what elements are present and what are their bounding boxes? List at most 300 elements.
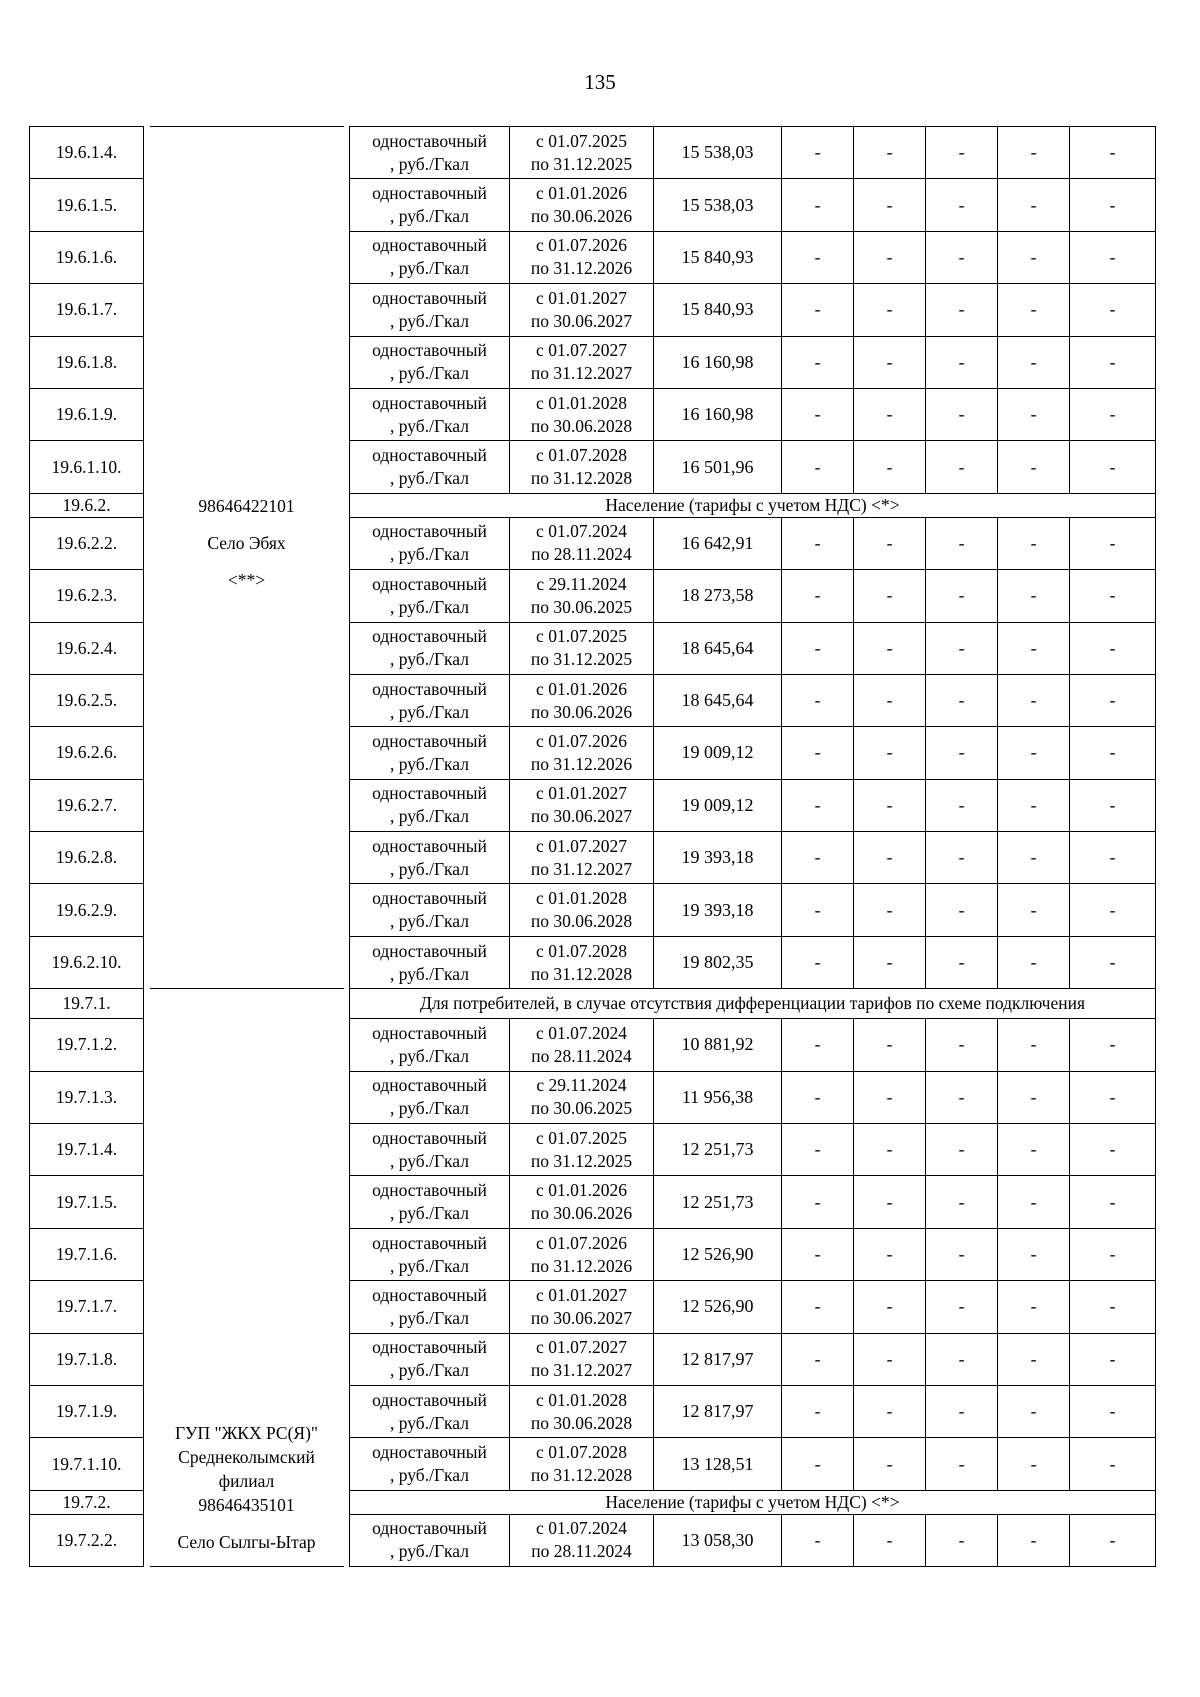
- period-to: по 31.12.2028: [530, 963, 633, 984]
- period-to: по 28.11.2024: [531, 544, 632, 565]
- dash-cell: -: [854, 1019, 926, 1071]
- period-from: с 01.01.2027: [536, 287, 627, 308]
- tariff-type-line: одноставочный: [372, 287, 487, 308]
- row-code: 19.6.2.3.: [30, 570, 144, 622]
- dash-cell: -: [1070, 388, 1156, 440]
- tariff-type-line: одноставочный: [372, 1075, 487, 1096]
- dash-cell: -: [926, 674, 998, 726]
- dash-cell: -: [926, 1385, 998, 1437]
- tariff-unit-line: , руб./Гкал: [390, 911, 469, 932]
- organization-line: 98646422101: [198, 496, 295, 516]
- row-code: 19.7.1.6.: [30, 1228, 144, 1280]
- row-code: 19.6.1.6.: [30, 231, 144, 283]
- tariff-type: [350, 1281, 510, 1333]
- tariff-type: [350, 1071, 510, 1123]
- section-heading: Население (тарифы с учетом НДС) <*>: [350, 493, 1156, 517]
- dash-cell: -: [782, 388, 854, 440]
- tariff-value: 19 009,12: [654, 727, 782, 779]
- period-from: с 01.01.2026: [536, 1180, 627, 1201]
- tariff-unit-line: , руб./Гкал: [390, 1412, 469, 1433]
- tariff-type-line: одноставочный: [372, 1232, 487, 1253]
- organization-line: Село Эбях: [207, 533, 286, 553]
- dash-cell: -: [998, 231, 1070, 283]
- dash-cell: -: [854, 1514, 926, 1566]
- tariff-period: [510, 1019, 654, 1071]
- period-from: с 29.11.2024: [536, 1075, 627, 1096]
- dash-cell: -: [998, 1438, 1070, 1490]
- period-to: по 30.06.2026: [530, 206, 633, 227]
- period-to: по 30.06.2026: [530, 1203, 633, 1224]
- tariff-unit-line: , руб./Гкал: [390, 1150, 469, 1171]
- tariff-type: [350, 1019, 510, 1071]
- tariff-value: 12 251,73: [654, 1124, 782, 1176]
- row-code: 19.7.1.2.: [30, 1019, 144, 1071]
- period-from: с 01.07.2024: [536, 521, 627, 542]
- tariff-table-body: [30, 127, 1156, 1567]
- tariff-type: [350, 936, 510, 988]
- period-to: по 31.12.2027: [530, 1360, 633, 1381]
- tariff-value: 12 251,73: [654, 1176, 782, 1228]
- dash-cell: -: [998, 441, 1070, 493]
- tariff-value: 12 817,97: [654, 1333, 782, 1385]
- tariff-value: 13 128,51: [654, 1438, 782, 1490]
- tariff-type-line: одноставочный: [372, 1442, 487, 1463]
- period-to: по 30.06.2027: [530, 1307, 633, 1328]
- dash-cell: -: [926, 388, 998, 440]
- dash-cell: -: [854, 674, 926, 726]
- tariff-value: 19 009,12: [654, 779, 782, 831]
- tariff-type-line: одноставочный: [372, 521, 487, 542]
- tariff-unit-line: , руб./Гкал: [390, 310, 469, 331]
- dash-cell: -: [782, 832, 854, 884]
- tariff-period: [510, 1281, 654, 1333]
- tariff-unit-line: , руб./Гкал: [390, 963, 469, 984]
- period-from: с 01.07.2024: [536, 1022, 627, 1043]
- column-gap: [144, 1124, 150, 1176]
- organization-cell: [150, 989, 344, 1567]
- period-from: с 01.07.2025: [536, 626, 627, 647]
- column-gap: [144, 1281, 150, 1333]
- tariff-unit-line: , руб./Гкал: [390, 1255, 469, 1276]
- dash-cell: -: [782, 1019, 854, 1071]
- column-gap: [144, 1514, 150, 1566]
- column-gap: [144, 727, 150, 779]
- dash-cell: -: [998, 936, 1070, 988]
- tariff-type: [350, 517, 510, 569]
- tariff-period: [510, 127, 654, 179]
- tariff-type-line: одноставочный: [372, 340, 487, 361]
- tariff-period: [510, 231, 654, 283]
- dash-cell: -: [854, 1281, 926, 1333]
- dash-cell: -: [1070, 1385, 1156, 1437]
- tariff-type: [350, 832, 510, 884]
- dash-cell: -: [782, 936, 854, 988]
- dash-cell: -: [854, 622, 926, 674]
- tariff-value: 15 538,03: [654, 127, 782, 179]
- tariff-type-line: одноставочный: [372, 1022, 487, 1043]
- tariff-period: [510, 441, 654, 493]
- tariff-type-line: одноставочный: [372, 1389, 487, 1410]
- dash-cell: -: [782, 674, 854, 726]
- tariff-period: [510, 1385, 654, 1437]
- period-to: по 31.12.2028: [530, 1465, 633, 1486]
- tariff-type: [350, 1228, 510, 1280]
- dash-cell: -: [998, 1281, 1070, 1333]
- dash-cell: -: [926, 1071, 998, 1123]
- dash-cell: -: [782, 179, 854, 231]
- period-to: по 31.12.2025: [530, 1150, 633, 1171]
- column-gap: [144, 1071, 150, 1123]
- dash-cell: -: [854, 1333, 926, 1385]
- dash-cell: -: [854, 884, 926, 936]
- dash-cell: -: [926, 936, 998, 988]
- row-code: 19.7.1.9.: [30, 1385, 144, 1437]
- period-to: по 31.12.2027: [530, 363, 633, 384]
- tariff-period: [510, 1333, 654, 1385]
- tariff-type: [350, 570, 510, 622]
- period-from: с 01.01.2028: [536, 888, 627, 909]
- dash-cell: -: [998, 1385, 1070, 1437]
- tariff-type-line: одноставочный: [372, 1180, 487, 1201]
- dash-cell: -: [926, 727, 998, 779]
- period-to: по 30.06.2028: [530, 911, 633, 932]
- column-gap: [144, 622, 150, 674]
- column-gap: [144, 779, 150, 831]
- row-code: 19.6.1.5.: [30, 179, 144, 231]
- dash-cell: -: [998, 674, 1070, 726]
- dash-cell: -: [998, 1176, 1070, 1228]
- period-from: с 01.07.2028: [536, 940, 627, 961]
- dash-cell: -: [1070, 832, 1156, 884]
- row-code: 19.6.1.10.: [30, 441, 144, 493]
- tariff-unit-line: , руб./Гкал: [390, 258, 469, 279]
- dash-cell: -: [998, 517, 1070, 569]
- tariff-type: [350, 1514, 510, 1566]
- row-code: 19.7.2.2.: [30, 1514, 144, 1566]
- dash-cell: -: [998, 1019, 1070, 1071]
- dash-cell: -: [854, 832, 926, 884]
- tariff-period: [510, 388, 654, 440]
- row-code: 19.6.2.6.: [30, 727, 144, 779]
- dash-cell: -: [998, 1228, 1070, 1280]
- dash-cell: -: [782, 779, 854, 831]
- column-gap: [144, 517, 150, 569]
- dash-cell: -: [1070, 441, 1156, 493]
- period-from: с 01.01.2026: [536, 678, 627, 699]
- column-gap: [144, 284, 150, 336]
- period-to: по 31.12.2026: [530, 1255, 633, 1276]
- dash-cell: -: [854, 1124, 926, 1176]
- dash-cell: -: [926, 779, 998, 831]
- dash-cell: -: [926, 1019, 998, 1071]
- dash-cell: -: [854, 1438, 926, 1490]
- dash-cell: -: [926, 1333, 998, 1385]
- column-gap: [144, 493, 150, 517]
- dash-cell: -: [1070, 1176, 1156, 1228]
- tariff-value: 11 956,38: [654, 1071, 782, 1123]
- dash-cell: -: [854, 179, 926, 231]
- dash-cell: -: [782, 284, 854, 336]
- row-code: 19.6.2.5.: [30, 674, 144, 726]
- tariff-period: [510, 336, 654, 388]
- row-code: 19.7.2.: [30, 1490, 144, 1514]
- tariff-type-line: одноставочный: [372, 835, 487, 856]
- dash-cell: -: [998, 832, 1070, 884]
- dash-cell: -: [782, 884, 854, 936]
- tariff-type-line: одноставочный: [372, 678, 487, 699]
- period-to: по 28.11.2024: [531, 1045, 632, 1066]
- dash-cell: -: [1070, 779, 1156, 831]
- dash-cell: -: [782, 570, 854, 622]
- row-code: 19.7.1.: [30, 989, 144, 1019]
- tariff-period: [510, 884, 654, 936]
- tariff-unit-line: , руб./Гкал: [390, 153, 469, 174]
- tariff-period: [510, 1228, 654, 1280]
- tariff-type-line: одноставочный: [372, 445, 487, 466]
- dash-cell: -: [782, 517, 854, 569]
- section-heading: Для потребителей, в случае отсутствия дифференциации тарифов по схеме подключения: [350, 989, 1156, 1019]
- dash-cell: -: [854, 284, 926, 336]
- period-to: по 30.06.2028: [530, 1412, 633, 1433]
- period-from: с 01.07.2028: [536, 1442, 627, 1463]
- column-gap: [144, 1228, 150, 1280]
- dash-cell: -: [1070, 284, 1156, 336]
- period-from: с 01.01.2027: [536, 783, 627, 804]
- tariff-type-line: одноставочный: [372, 183, 487, 204]
- column-gap: [144, 936, 150, 988]
- tariff-value: 13 058,30: [654, 1514, 782, 1566]
- dash-cell: -: [854, 231, 926, 283]
- dash-cell: -: [1070, 1281, 1156, 1333]
- table-section-row: [30, 989, 1156, 1019]
- dash-cell: -: [926, 441, 998, 493]
- row-code: 19.6.2.8.: [30, 832, 144, 884]
- period-to: по 30.06.2027: [530, 806, 633, 827]
- tariff-value: 19 393,18: [654, 884, 782, 936]
- dash-cell: -: [854, 1385, 926, 1437]
- period-from: с 01.01.2027: [536, 1284, 627, 1305]
- tariff-unit-line: , руб./Гкал: [390, 858, 469, 879]
- dash-cell: -: [926, 517, 998, 569]
- tariff-value: 12 526,90: [654, 1281, 782, 1333]
- tariff-period: [510, 179, 654, 231]
- row-code: 19.7.1.7.: [30, 1281, 144, 1333]
- dash-cell: -: [782, 441, 854, 493]
- dash-cell: -: [1070, 1124, 1156, 1176]
- dash-cell: -: [998, 622, 1070, 674]
- tariff-value: 12 817,97: [654, 1385, 782, 1437]
- dash-cell: -: [782, 1514, 854, 1566]
- section-heading: Население (тарифы с учетом НДС) <*>: [350, 1490, 1156, 1514]
- tariff-table: [29, 126, 1156, 1567]
- dash-cell: -: [926, 884, 998, 936]
- tariff-type-line: одноставочный: [372, 626, 487, 647]
- dash-cell: -: [782, 1385, 854, 1437]
- tariff-period: [510, 570, 654, 622]
- row-code: 19.6.2.7.: [30, 779, 144, 831]
- page-number: 135: [584, 70, 616, 94]
- period-to: по 30.06.2025: [530, 596, 633, 617]
- column-gap: [144, 884, 150, 936]
- tariff-period: [510, 727, 654, 779]
- organization-line: <**>: [227, 570, 266, 590]
- organization-line: филиал: [218, 1471, 275, 1492]
- dash-cell: -: [926, 1176, 998, 1228]
- dash-cell: -: [854, 779, 926, 831]
- tariff-unit-line: , руб./Гкал: [390, 649, 469, 670]
- period-to: по 28.11.2024: [531, 1541, 632, 1562]
- dash-cell: -: [854, 1071, 926, 1123]
- column-gap: [144, 1490, 150, 1514]
- period-to: по 31.12.2028: [530, 468, 633, 489]
- dash-cell: -: [782, 1124, 854, 1176]
- organization-line: Среднеколымский: [178, 1447, 315, 1468]
- tariff-type: [350, 727, 510, 779]
- tariff-unit-line: , руб./Гкал: [390, 596, 469, 617]
- row-code: 19.6.1.4.: [30, 127, 144, 179]
- table-row: [30, 127, 1156, 179]
- dash-cell: -: [926, 336, 998, 388]
- dash-cell: -: [926, 622, 998, 674]
- dash-cell: -: [854, 1176, 926, 1228]
- dash-cell: -: [1070, 1071, 1156, 1123]
- dash-cell: -: [854, 127, 926, 179]
- period-to: по 31.12.2026: [530, 753, 633, 774]
- tariff-period: [510, 832, 654, 884]
- dash-cell: -: [782, 1333, 854, 1385]
- dash-cell: -: [1070, 570, 1156, 622]
- tariff-type-line: одноставочный: [372, 1518, 487, 1539]
- dash-cell: -: [998, 179, 1070, 231]
- row-code: 19.7.1.4.: [30, 1124, 144, 1176]
- dash-cell: -: [782, 127, 854, 179]
- column-gap: [144, 1333, 150, 1385]
- tariff-unit-line: , руб./Гкал: [390, 1360, 469, 1381]
- tariff-type-line: одноставочный: [372, 235, 487, 256]
- row-code: 19.6.2.9.: [30, 884, 144, 936]
- tariff-unit-line: , руб./Гкал: [390, 544, 469, 565]
- dash-cell: -: [854, 936, 926, 988]
- period-from: с 01.01.2028: [536, 1389, 627, 1410]
- dash-cell: -: [1070, 1514, 1156, 1566]
- tariff-type: [350, 441, 510, 493]
- tariff-type: [350, 622, 510, 674]
- tariff-unit-line: , руб./Гкал: [390, 1541, 469, 1562]
- dash-cell: -: [854, 517, 926, 569]
- dash-cell: -: [926, 1514, 998, 1566]
- period-from: с 01.07.2024: [536, 1518, 627, 1539]
- dash-cell: -: [1070, 1438, 1156, 1490]
- dash-cell: -: [782, 336, 854, 388]
- tariff-type: [350, 231, 510, 283]
- tariff-period: [510, 1438, 654, 1490]
- dash-cell: -: [926, 1124, 998, 1176]
- column-gap: [144, 388, 150, 440]
- tariff-type: [350, 127, 510, 179]
- tariff-value: 16 160,98: [654, 388, 782, 440]
- row-code: 19.6.2.10.: [30, 936, 144, 988]
- column-gap: [144, 1019, 150, 1071]
- dash-cell: -: [1070, 884, 1156, 936]
- tariff-type: [350, 1176, 510, 1228]
- tariff-type: [350, 884, 510, 936]
- period-to: по 30.06.2025: [530, 1098, 633, 1119]
- row-code: 19.7.1.3.: [30, 1071, 144, 1123]
- tariff-value: 15 840,93: [654, 284, 782, 336]
- row-code: 19.6.1.8.: [30, 336, 144, 388]
- period-to: по 31.12.2026: [530, 258, 633, 279]
- dash-cell: -: [854, 570, 926, 622]
- tariff-unit-line: , руб./Гкал: [390, 468, 469, 489]
- row-code: 19.6.1.7.: [30, 284, 144, 336]
- dash-cell: -: [926, 1281, 998, 1333]
- tariff-value: 18 645,64: [654, 622, 782, 674]
- column-gap: [144, 1176, 150, 1228]
- row-code: 19.6.2.4.: [30, 622, 144, 674]
- period-from: с 01.07.2025: [536, 130, 627, 151]
- column-gap: [144, 570, 150, 622]
- dash-cell: -: [782, 1281, 854, 1333]
- period-from: с 01.07.2026: [536, 1232, 627, 1253]
- period-from: с 29.11.2024: [536, 573, 627, 594]
- row-code: 19.7.1.10.: [30, 1438, 144, 1490]
- tariff-value: 19 802,35: [654, 936, 782, 988]
- tariff-period: [510, 779, 654, 831]
- tariff-period: [510, 1071, 654, 1123]
- tariff-period: [510, 622, 654, 674]
- dash-cell: -: [1070, 727, 1156, 779]
- dash-cell: -: [782, 231, 854, 283]
- column-gap: [144, 179, 150, 231]
- dash-cell: -: [1070, 622, 1156, 674]
- dash-cell: -: [782, 1438, 854, 1490]
- dash-cell: -: [782, 622, 854, 674]
- dash-cell: -: [998, 1514, 1070, 1566]
- column-gap: [144, 1385, 150, 1437]
- tariff-unit-line: , руб./Гкал: [390, 1098, 469, 1119]
- dash-cell: -: [998, 388, 1070, 440]
- row-code: 19.7.1.5.: [30, 1176, 144, 1228]
- dash-cell: -: [926, 231, 998, 283]
- tariff-type-line: одноставочный: [372, 392, 487, 413]
- tariff-type: [350, 179, 510, 231]
- tariff-unit-line: , руб./Гкал: [390, 1203, 469, 1224]
- tariff-value: 18 273,58: [654, 570, 782, 622]
- tariff-type: [350, 336, 510, 388]
- tariff-unit-line: , руб./Гкал: [390, 753, 469, 774]
- period-from: с 01.07.2026: [536, 730, 627, 751]
- dash-cell: -: [782, 727, 854, 779]
- dash-cell: -: [782, 1228, 854, 1280]
- dash-cell: -: [998, 884, 1070, 936]
- organization-line: ГУП "ЖКХ РС(Я)": [174, 1423, 319, 1444]
- column-gap: [144, 336, 150, 388]
- period-from: с 01.07.2027: [536, 835, 627, 856]
- dash-cell: -: [782, 1176, 854, 1228]
- tariff-unit-line: , руб./Гкал: [390, 806, 469, 827]
- tariff-type-line: одноставочный: [372, 130, 487, 151]
- tariff-type: [350, 779, 510, 831]
- tariff-type-line: одноставочный: [372, 730, 487, 751]
- tariff-type: [350, 284, 510, 336]
- dash-cell: -: [998, 284, 1070, 336]
- period-to: по 31.12.2025: [530, 153, 633, 174]
- dash-cell: -: [1070, 179, 1156, 231]
- column-gap: [144, 1438, 150, 1490]
- dash-cell: -: [926, 284, 998, 336]
- tariff-unit-line: , руб./Гкал: [390, 415, 469, 436]
- dash-cell: -: [1070, 1228, 1156, 1280]
